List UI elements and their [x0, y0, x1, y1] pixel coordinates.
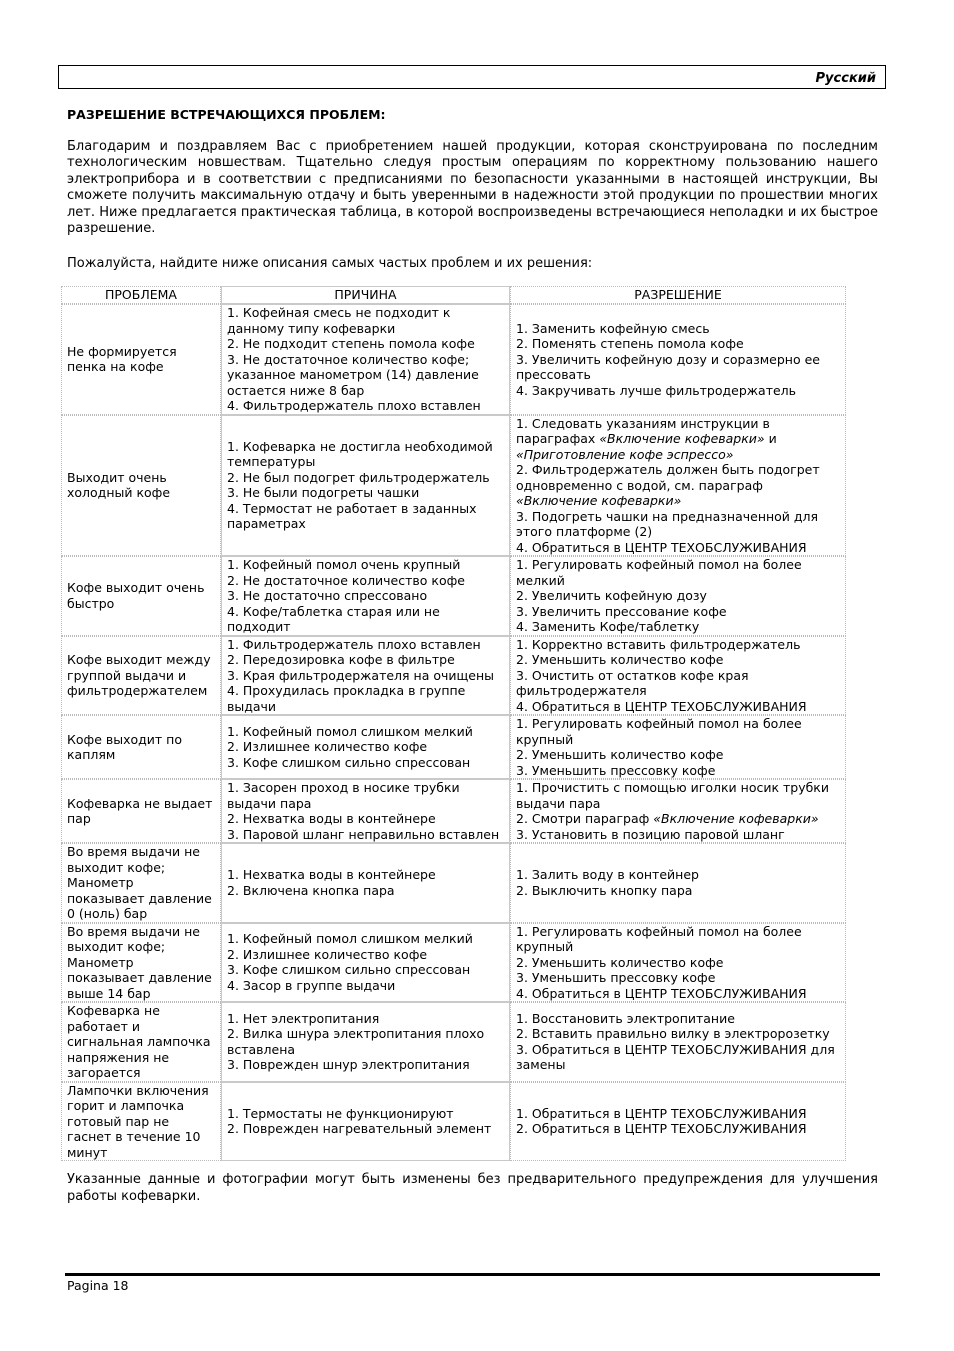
- table-row: [61, 715, 846, 779]
- header-problem: ПРОБЛЕМА: [61, 286, 221, 304]
- solution-cell: 1. Регулировать кофейный помол на более крупный 2. Уменьшить количество кофе 3. Уменьшить прессовку кофе: [510, 715, 846, 779]
- cause-cell: 1. Засорен проход в носике трубки выдачи пара 2. Нехватка воды в контейнере 3. Паровой шланг неправильно вставлен: [221, 779, 510, 843]
- problem-cell: Не формируется пенка на кофе: [61, 304, 221, 415]
- problem-cell: Кофе выходит по каплям: [61, 715, 221, 779]
- problem-cell: Во время выдачи не выходит кофе; Манометр показывает давление выше 14 бар: [61, 923, 221, 1003]
- table-row: [61, 636, 846, 716]
- cause-cell: 1. Кофейная смесь не подходит к данному типу кофеварки 2. Не подходит степень помола кофе 3. Не достаточное количество кофе; указанное манометром (14) давление остается ниже 8 бар 4. Фильтродержатель плохо вставлен: [221, 304, 510, 415]
- solution-cell: 1. Прочистить с помощью иголки носик трубки выдачи пара 2. Смотри параграф «Включение кофеварки» 3. Установить в позицию паровой шланг: [510, 779, 846, 843]
- solution-cell: 1. Следовать указаниям инструкции в параграфах «Включение кофеварки» и «Приготовление кофе эспрессо» 2. Фильтродержатель должен быть подогрет одновременно с водой, см. параграф «Включение кофеварки» 3. Подогреть чашки на предназначенной для этого платформе (2) 4. Обратиться в ЦЕНТР ТЕХОБСЛУЖИВАНИЯ: [510, 415, 846, 557]
- table-row: [61, 843, 846, 923]
- problem-cell: Кофе выходит очень быстро: [61, 556, 221, 636]
- solution-cell: 1. Заменить кофейную смесь 2. Поменять степень помола кофе 3. Увеличить кофейную дозу и соразмерно ее прессовать 4. Закручивать лучше фильтродержатель: [510, 304, 846, 415]
- solution-cell: 1. Корректно вставить фильтродержатель 2. Уменьшить количество кофе 3. Очистить от остатков кофе края фильтродержателя 4. Обратиться в ЦЕНТР ТЕХОБСЛУЖИВАНИЯ: [510, 636, 846, 716]
- page-title: РАЗРЕШЕНИЕ ВСТРЕЧАЮЩИХСЯ ПРОБЛЕМ:: [67, 107, 386, 122]
- problem-cell: Лампочки включения горит и лампочка готовый пар не гаснет в течение 10 минут: [61, 1082, 221, 1162]
- table-row: [61, 556, 846, 636]
- solution-cell: 1. Залить воду в контейнер 2. Выключить кнопку пара: [510, 843, 846, 923]
- solution-cell: 1. Восстановить электропитание 2. Вставить правильно вилку в электророзетку 3. Обратиться в ЦЕНТР ТЕХОБСЛУЖИВАНИЯ для замены: [510, 1002, 846, 1082]
- table-row: [61, 779, 846, 843]
- table-header-row: [61, 286, 846, 304]
- cause-cell: 1. Кофеварка не достигла необходимой температуры 2. Не был подогрет фильтродержатель 3. Не были подогреты чашки 4. Термостат не работает в заданных параметрах: [221, 415, 510, 557]
- cause-cell: 1. Кофейный помол слишком мелкий 2. Излишнее количество кофе 3. Кофе слишком сильно спрессован: [221, 715, 510, 779]
- header-solution: РАЗРЕШЕНИЕ: [510, 286, 846, 304]
- problem-cell: Кофе выходит между группой выдачи и фильтродержателем: [61, 636, 221, 716]
- problem-cell: Кофеварка не работает и сигнальная лампочка напряжения не загорается: [61, 1002, 221, 1082]
- table-row: [61, 1002, 846, 1082]
- cause-cell: 1. Нехватка воды в контейнере 2. Включена кнопка пара: [221, 843, 510, 923]
- table-row: [61, 304, 846, 415]
- table-row: [61, 1082, 846, 1162]
- problem-cell: Кофеварка не выдает пар: [61, 779, 221, 843]
- table-row: [61, 923, 846, 1003]
- intro-paragraph: Благодарим и поздравляем Вас с приобретением нашей продукции, которая сконструирована по последним технологическим новшествам. Тщательно следуя простым операциям по корректному пользованию нашего электроприбора и в соответствии с предписаниями по безопасности указанными в настоящей инструкции, Вы сможете получить максимальную отдачу и быть уверенными в надежности этой продукции по прошествии многих лет. Ниже предлагается практическая таблица, в которой воспроизведены встречающиеся неполадки и их быстрое разрешение.: [67, 139, 878, 237]
- table-row: [61, 415, 846, 557]
- troubleshooting-table: [61, 286, 846, 1161]
- cause-cell: 1. Фильтродержатель плохо вставлен 2. Передозировка кофе в фильтре 3. Края фильтродержателя на очищены 4. Прохудилась прокладка в группе выдачи: [221, 636, 510, 716]
- solution-cell: 1. Регулировать кофейный помол на более крупный 2. Уменьшить количество кофе 3. Уменьшить прессовку кофе 4. Обратиться в ЦЕНТР ТЕХОБСЛУЖИВАНИЯ: [510, 923, 846, 1003]
- cause-cell: 1. Кофейный помол слишком мелкий 2. Излишнее количество кофе 3. Кофе слишком сильно спрессован 4. Засор в группе выдачи: [221, 923, 510, 1003]
- closing-note: Указанные данные и фотографии могут быть изменены без предварительного предупреждения для улучшения работы кофеварки.: [67, 1172, 878, 1204]
- solution-cell: 1. Регулировать кофейный помол на более мелкий 2. Увеличить кофейную дозу 3. Увеличить прессование кофе 4. Заменить Кофе/таблетку: [510, 556, 846, 636]
- page-number: Pagina 18: [67, 1278, 129, 1293]
- table-intro-text: Пожалуйста, найдите ниже описания самых частых проблем и их решения:: [67, 256, 593, 271]
- footer-rule: [65, 1273, 880, 1276]
- language-label: Русский: [815, 71, 876, 86]
- header-cause: ПРИЧИНА: [221, 286, 510, 304]
- solution-cell: 1. Обратиться в ЦЕНТР ТЕХОБСЛУЖИВАНИЯ 2. Обратиться в ЦЕНТР ТЕХОБСЛУЖИВАНИЯ: [510, 1082, 846, 1162]
- problem-cell: Выходит очень холодный кофе: [61, 415, 221, 557]
- problem-cell: Во время выдачи не выходит кофе; Манометр показывает давление 0 (ноль) бар: [61, 843, 221, 923]
- cause-cell: 1. Термостаты не функционируют 2. Поврежден нагревательный элемент: [221, 1082, 510, 1162]
- cause-cell: 1. Нет электропитания 2. Вилка шнура электропитания плохо вставлена 3. Поврежден шнур электропитания: [221, 1002, 510, 1082]
- cause-cell: 1. Кофейный помол очень крупный 2. Не достаточное количество кофе 3. Не достаточно спрессовано 4. Кофе/таблетка старая или не подходит: [221, 556, 510, 636]
- language-header-box: [58, 65, 886, 89]
